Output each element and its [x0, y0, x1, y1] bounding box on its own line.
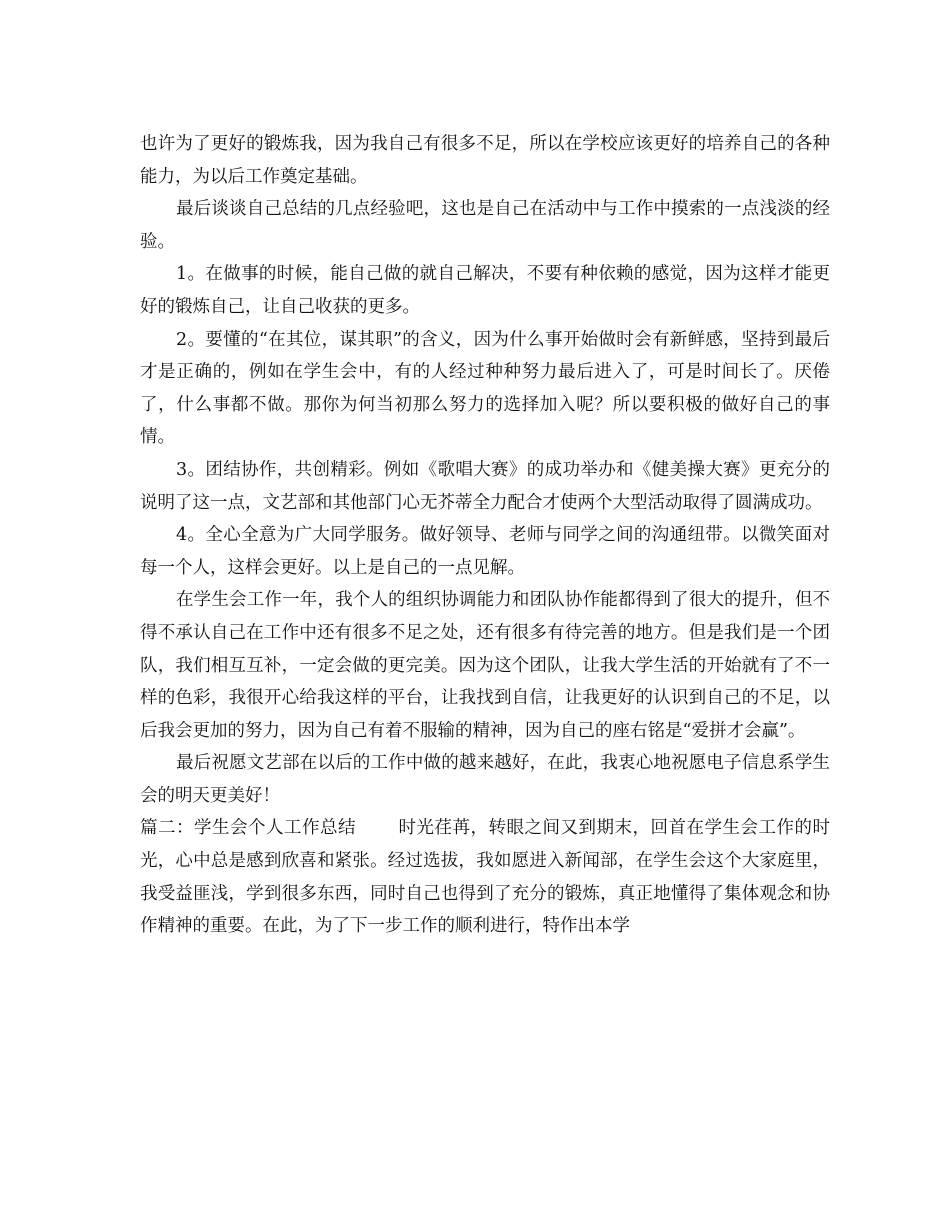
paragraph-point-1: 1。在做事的时候，能自己做的就自己解决，不要有种依赖的感觉，因为这样才能更好的锻炼自己，让自己收获的更多。 [140, 264, 830, 317]
section-heading: 篇二：学生会个人工作总结 [140, 818, 356, 839]
paragraph-point-4: 4。全心全意为广大同学服务。做好领导、老师与同学之间的沟通纽带。以微笑面对每一个人，这样会更好。以上是自己的一点见解。 [140, 525, 830, 578]
paragraph-point-3: 3。团结协作，共创精彩。例如《歌唱大赛》的成功举办和《健美操大赛》更充分的说明了这一点，文艺部和其他部门心无芥蒂全力配合才使两个大型活动取得了圆满成功。 [140, 459, 830, 513]
document-body [140, 128, 830, 943]
paragraph-experience-intro: 最后谈谈自己总结的几点经验吧，这也是自己在活动中与工作中摸索的一点浅淡的经验。 [140, 199, 830, 252]
paragraph-closing-wish: 最后祝愿文艺部在以后的工作中做的越来越好，在此，我衷心地祝愿电子信息系学生会的明天更美好！ [140, 753, 830, 806]
paragraph-continuation: 也许为了更好的锻炼我，因为我自己有很多不足，所以在学校应该更好的培养自己的各种能力，为以后工作奠定基础。 [140, 134, 830, 187]
section-two [140, 812, 830, 942]
paragraph-point-2: 2。要懂的“在其位，谋其职”的含义，因为什么事开始做时会有新鲜感，坚持到最后才是正确的，例如在学生会中，有的人经过种种努力最后进入了，可是时间长了。厌倦了，什么事都不做。那你为何当初那么努力的选择加入呢？所以要积极的做好自己的事情。 [140, 329, 830, 448]
paragraph-reflection: 在学生会工作一年，我个人的组织协调能力和团队协作能都得到了很大的提升，但不得不承认自己在工作中还有很多不足之处，还有很多有待完善的地方。但是我们是一个团队，我们相互互补，一定会做的更完美。因为这个团队，让我大学生活的开始就有了不一样的色彩，我很开心给我这样的平台，让我找到自信，让我更好的认识到自己的不足，以后我会更加的努力，因为自己有着不服输的精神，因为自己的座右铭是“爱拼才会赢”。 [140, 590, 830, 741]
section-body: 时光荏苒，转眼之间又到期末，回首在学生会工作的时光，心中总是感到欣喜和紧张。经过选拔，我如愿进入新闻部，在学生会这个大家庭里，我受益匪浅，学到很多东西，同时自己也得到了充分的锻炼，真正地懂得了集体观念和协作精神的重要。在此，为了下一步工作的顺利进行，特作出本学 [140, 818, 830, 937]
